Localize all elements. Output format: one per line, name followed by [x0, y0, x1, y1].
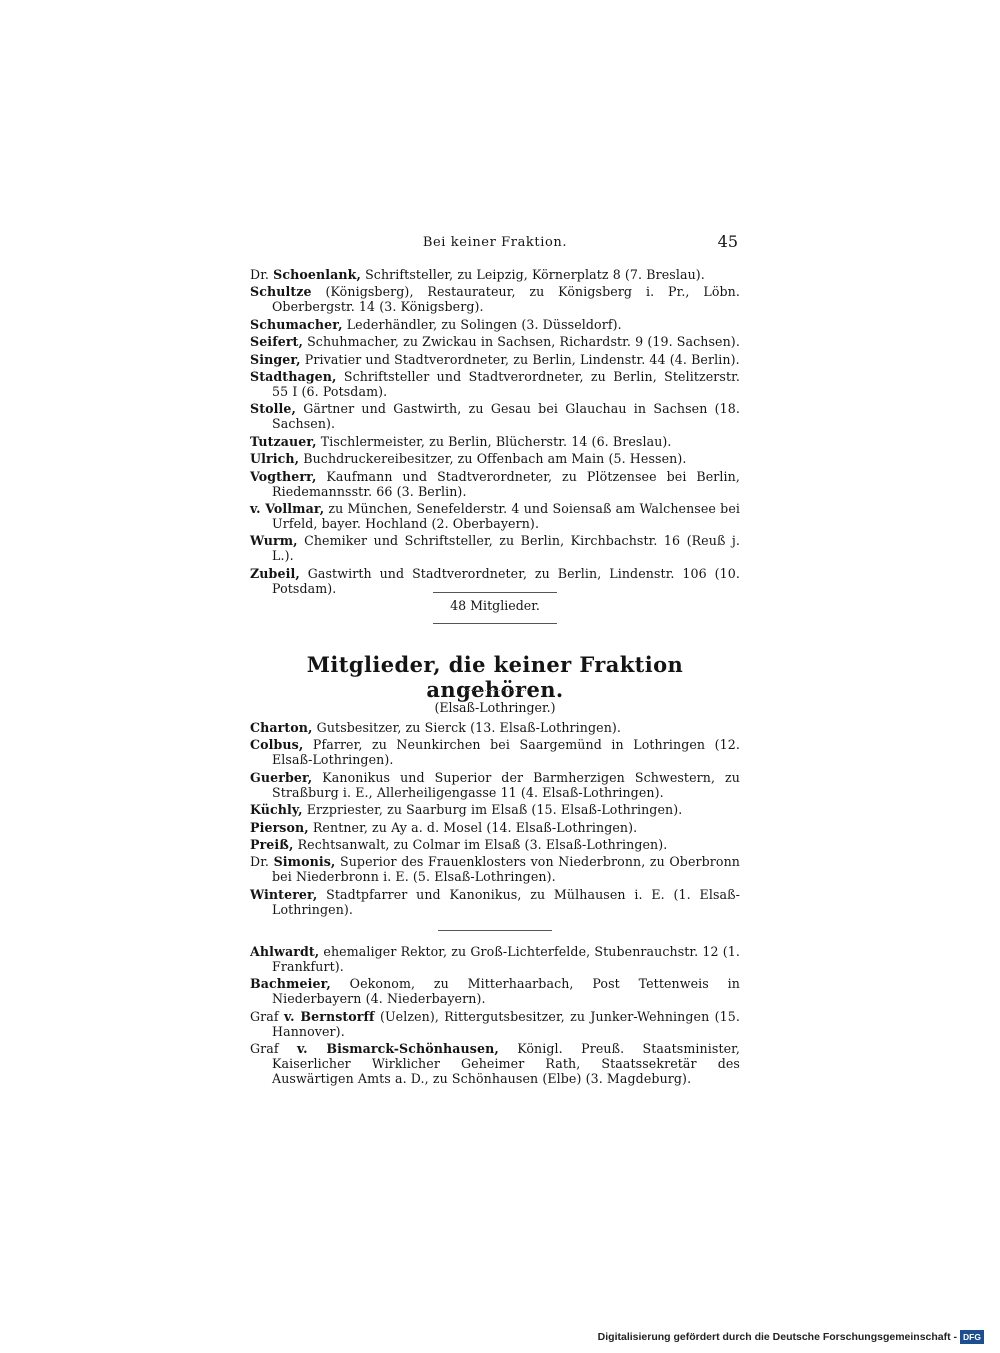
divider-rule [433, 623, 557, 624]
member-entry [250, 469, 740, 499]
member-details: Erzpriester, zu Saarburg im Elsaß (15. Elsaß-Lothringen). [306, 802, 683, 818]
member-name: Charton, [250, 720, 313, 735]
member-name: v. Bernstorff [284, 1008, 375, 1024]
member-details: Buchdruckereibesitzer, zu Offenbach am Main (5. Hessen). [303, 451, 687, 467]
section-subtitle: (Elsaß-Lothringer.) [434, 700, 556, 715]
member-details: Tischlermeister, zu Berlin, Blücherstr. 14 (6. Breslau). [320, 433, 672, 449]
member-details: Pfarrer, zu Neunkirchen bei Saargemünd in Lothringen (12. Elsaß-Lothringen). [272, 737, 740, 768]
member-details: Rentner, zu Ay a. d. Mosel (14. Elsaß-Lothringen). [312, 819, 638, 835]
member-list-section-3 [250, 944, 740, 1089]
member-entry [250, 533, 740, 563]
member-details: zu München, Senefelderstr. 4 und Soiensaß am Walchensee bei Urfeld, bayer. Hochland (2. Oberbayern). [272, 500, 740, 531]
member-details: Gutsbesitzer, zu Sierck (13. Elsaß-Lothringen). [316, 720, 622, 735]
member-name: Schoenlank, [273, 267, 361, 282]
member-entry [250, 770, 740, 800]
member-details: Schuhmacher, zu Zwickau in Sachsen, Richardstr. 9 (19. Sachsen). [307, 334, 740, 350]
member-name: Singer, [250, 351, 301, 367]
member-name: Schumacher, [250, 316, 343, 332]
member-name: Winterer, [250, 886, 318, 902]
member-details: Gastwirth und Stadtverordneter, zu Berlin, Lindenstr. 106 (10. Potsdam). [272, 565, 740, 596]
member-entry [250, 720, 740, 735]
member-details: Superior des Frauenklosters von Niederbronn, zu Oberbronn bei Niederbronn i. E. (5. Elsaß-Lothringen). [272, 854, 741, 885]
member-entry [250, 434, 740, 449]
page-number: 45 [717, 232, 738, 251]
member-details: Oekonom, zu Mitterhaarbach, Post Tettenweis in Niederbayern (4. Niederbayern). [272, 976, 740, 1007]
member-name: Schultze [250, 284, 312, 300]
footer-text: Digitalisierung gefördert durch die Deutsche Forschungsgemeinschaft - [597, 1331, 958, 1343]
member-details: Schriftsteller und Stadtverordneter, zu Berlin, Stelitzerstr. 55 I (6. Potsdam). [272, 368, 740, 399]
member-entry [250, 887, 740, 917]
member-entry [250, 737, 740, 767]
member-entry [250, 1041, 740, 1086]
member-name: Bachmeier, [250, 976, 331, 992]
member-entry [250, 837, 740, 852]
page-header [250, 232, 740, 256]
member-entry [250, 820, 740, 835]
divider-rule [438, 930, 552, 931]
member-details: Königl. Preuß. Staatsminister, Kaiserlicher Wirklicher Geheimer Rath, Staatssekretär des Auswärtigen Amts a. D., zu Schönhausen (Elbe) (3. Magdeburg). [272, 1041, 740, 1087]
member-name: Seifert, [250, 334, 303, 350]
member-name: v. Vollmar, [250, 500, 325, 516]
member-entry [250, 352, 740, 367]
member-name: Küchly, [250, 802, 303, 818]
member-details: Lederhändler, zu Solingen (3. Düsseldorf). [346, 316, 622, 332]
member-entry [250, 284, 740, 314]
running-header: Bei keiner Fraktion. [422, 235, 568, 250]
member-name: Ahlwardt, [250, 944, 320, 959]
member-name: Guerber, [250, 769, 313, 785]
divider-rule [433, 592, 557, 593]
member-details: Schriftsteller, zu Leipzig, Körnerplatz 8 (7. Breslau). [365, 267, 705, 282]
divider-dotted [464, 690, 526, 691]
member-details: Gärtner und Gastwirth, zu Gesau bei Glauchau in Sachsen (18. Sachsen). [272, 401, 741, 432]
member-details: Kanonikus und Superior der Barmherzigen Schwestern, zu Straßburg i. E., Allerheiligengasse 11 (4. Elsaß-Lothringen). [272, 769, 740, 800]
section-title: Mitglieder, die keiner Fraktion angehören. [306, 652, 684, 702]
member-details: Rechtsanwalt, zu Colmar im Elsaß (3. Elsaß-Lothringen). [297, 836, 668, 852]
member-name: Tutzauer, [250, 433, 317, 449]
member-name: Stolle, [250, 401, 296, 417]
member-details: (Königsberg), Restaurateur, zu Königsberg i. Pr., Löbn. Oberbergstr. 14 (3. Königsberg). [272, 284, 740, 315]
member-title-prefix: Dr. [250, 267, 270, 282]
member-name: Pierson, [250, 819, 309, 835]
member-entry [250, 501, 740, 531]
member-name: Preiß, [250, 836, 294, 852]
member-entry [250, 267, 740, 282]
member-details: (Uelzen), Rittergutsbesitzer, zu Junker-Wehningen (15. Hannover). [272, 1008, 740, 1039]
member-title-prefix: Graf [250, 1008, 279, 1024]
member-name: Stadthagen, [250, 368, 337, 384]
member-name: Wurm, [250, 533, 298, 549]
member-list-section-1 [250, 267, 740, 598]
footer [598, 1329, 984, 1345]
member-name: Colbus, [250, 737, 304, 753]
member-entry [250, 802, 740, 817]
dfg-logo: DFG [960, 1330, 984, 1344]
member-details: ehemaliger Rektor, zu Groß-Lichterfelde, Stubenrauchstr. 12 (1. Frankfurt). [272, 944, 740, 974]
member-entry [250, 1009, 740, 1039]
member-entry [250, 317, 740, 332]
member-entry [250, 334, 740, 349]
member-title-prefix: Dr. [250, 854, 270, 870]
member-count: 48 Mitglieder. [450, 598, 540, 613]
member-details: Kaufmann und Stadtverordneter, zu Plötzensee bei Berlin, Riedemannsstr. 66 (3. Berlin). [272, 468, 741, 499]
member-list-section-2 [250, 720, 740, 919]
member-title-prefix: Graf [250, 1041, 279, 1057]
member-details: Chemiker und Schriftsteller, zu Berlin, Kirchbachstr. 16 (Reuß j. L.). [272, 533, 741, 564]
member-details: Stadtpfarrer und Kanonikus, zu Mülhausen i. E. (1. Elsaß-Lothringen). [272, 886, 740, 917]
member-entry [250, 451, 740, 466]
member-entry [250, 401, 740, 431]
member-entry [250, 854, 740, 884]
member-name: v. Bismarck-Schönhausen, [297, 1041, 499, 1057]
member-name: Ulrich, [250, 451, 300, 467]
member-name: Zubeil, [250, 565, 300, 581]
member-entry [250, 369, 740, 399]
member-entry [250, 944, 740, 974]
member-details: Privatier und Stadtverordneter, zu Berlin, Lindenstr. 44 (4. Berlin). [304, 351, 740, 367]
member-entry [250, 976, 740, 1006]
member-name: Simonis, [273, 854, 336, 870]
member-name: Vogtherr, [250, 468, 317, 484]
